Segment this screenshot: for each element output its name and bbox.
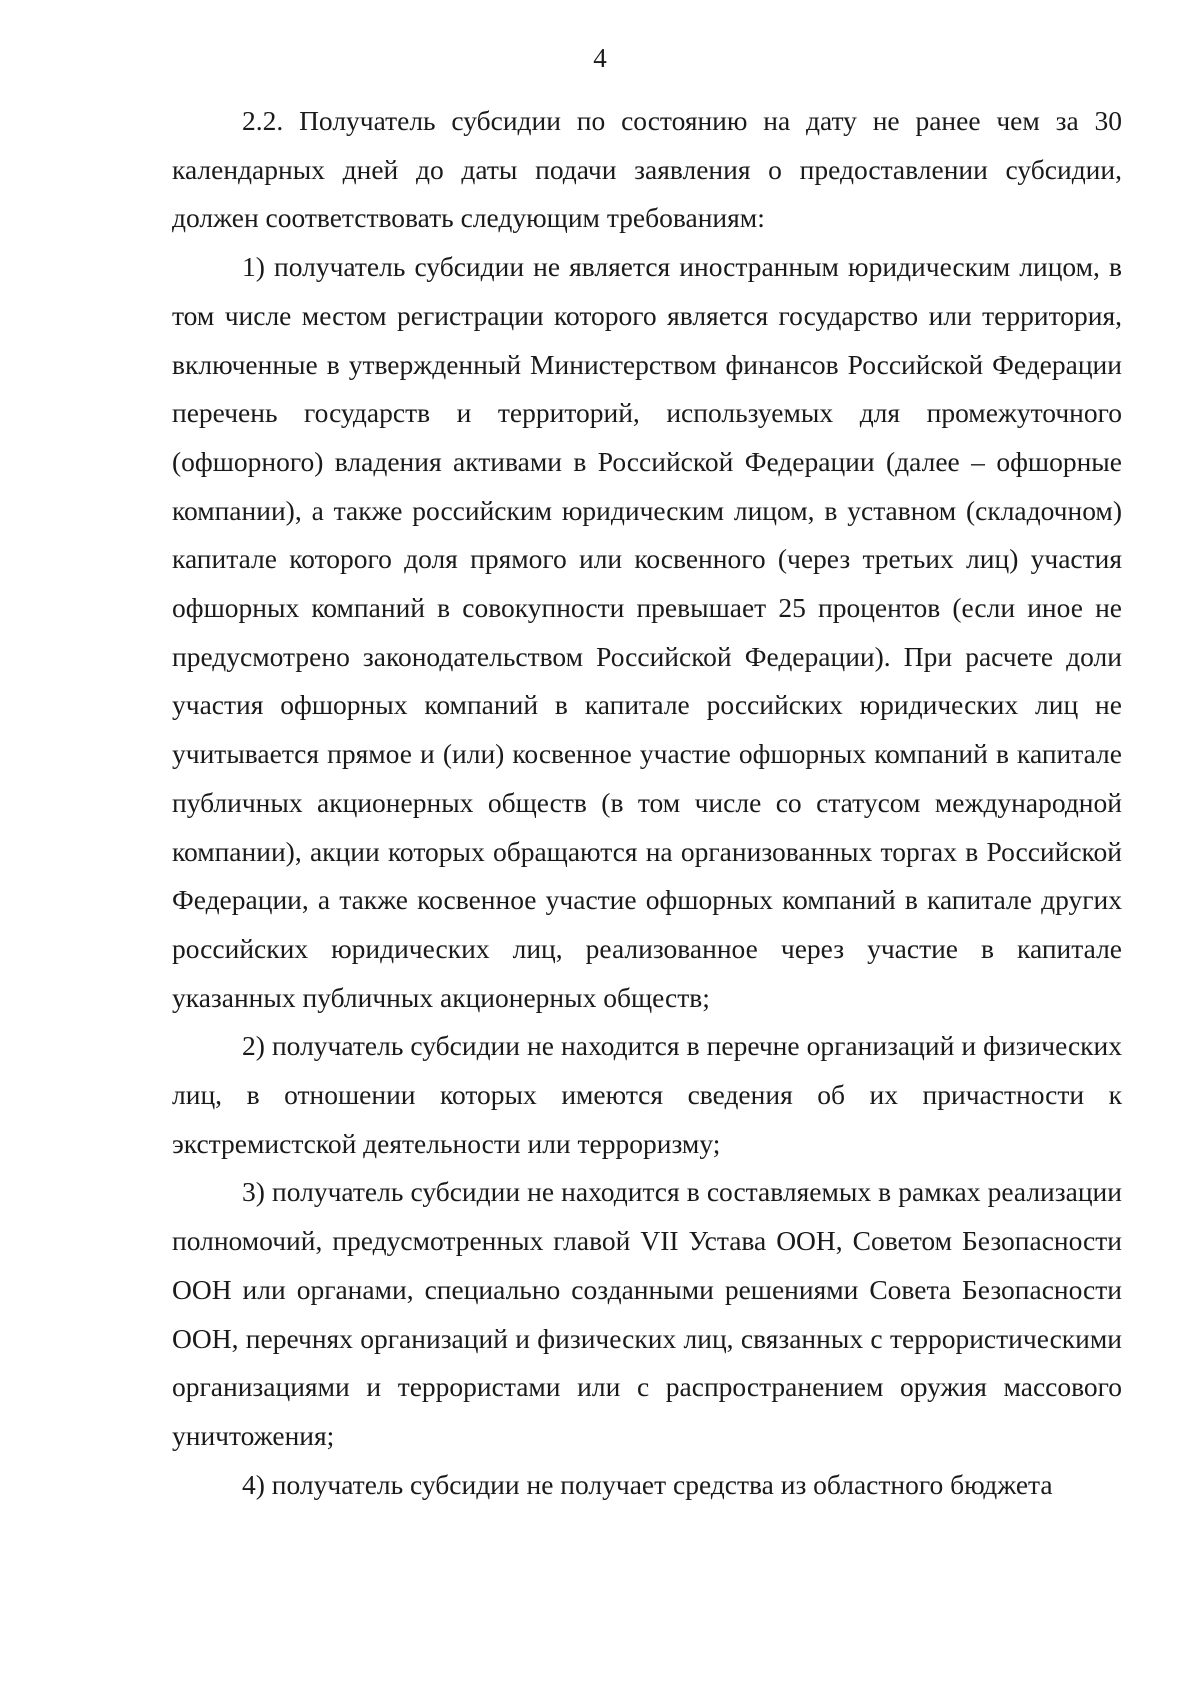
page-number: 4: [593, 43, 607, 73]
document-body: [172, 97, 1122, 1509]
paragraph-item-1: 1) получатель субсидии не является иностранным юридическим лицом, в том числе местом регистрации которого является государство или территория, включенные в утвержденный Министерством финансов Российской Федерации перечень государств и территорий, используемых для промежуточного (офшорного) владения активами в Российской Федерации (далее – офшорные компании), а также российским юридическим лицом, в уставном (складочном) капитале которого доля прямого или косвенного (через третьих лиц) участия офшорных компаний в совокупности превышает 25 процентов (если иное не предусмотрено законодательством Российской Федерации). При расчете доли участия офшорных компаний в капитале российских юридических лиц не учитывается прямое и (или) косвенное участие офшорных компаний в капитале публичных акционерных обществ (в том числе со статусом международной компании), акции которых обращаются на организованных торгах в Российской Федерации, а также косвенное участие офшорных компаний в капитале других российских юридических лиц, реализованное через участие в капитале указанных публичных акционерных обществ;: [172, 251, 1122, 1013]
paragraph-item-3: 3) получатель субсидии не находится в составляемых в рамках реализации полномочий, предусмотренных главой VII Устава ООН, Советом Безопасности ООН или органами, специально созданными решениями Совета Безопасности ООН, перечнях организаций и физических лиц, связанных с террористическими организациями и террористами или с распространением оружия массового уничтожения;: [172, 1176, 1122, 1451]
paragraph-item-2: 2) получатель субсидии не находится в перечне организаций и физических лиц, в отношении которых имеются сведения об их причастности к экстремистской деятельности или терроризму;: [172, 1030, 1122, 1159]
paragraph-2-2: 2.2. Получатель субсидии по состоянию на дату не ранее чем за 30 календарных дней до даты подачи заявления о предоставлении субсидии, должен соответствовать следующим требованиям:: [172, 105, 1122, 234]
paragraph-item-4: 4) получатель субсидии не получает средства из областного бюджета: [242, 1468, 1053, 1500]
